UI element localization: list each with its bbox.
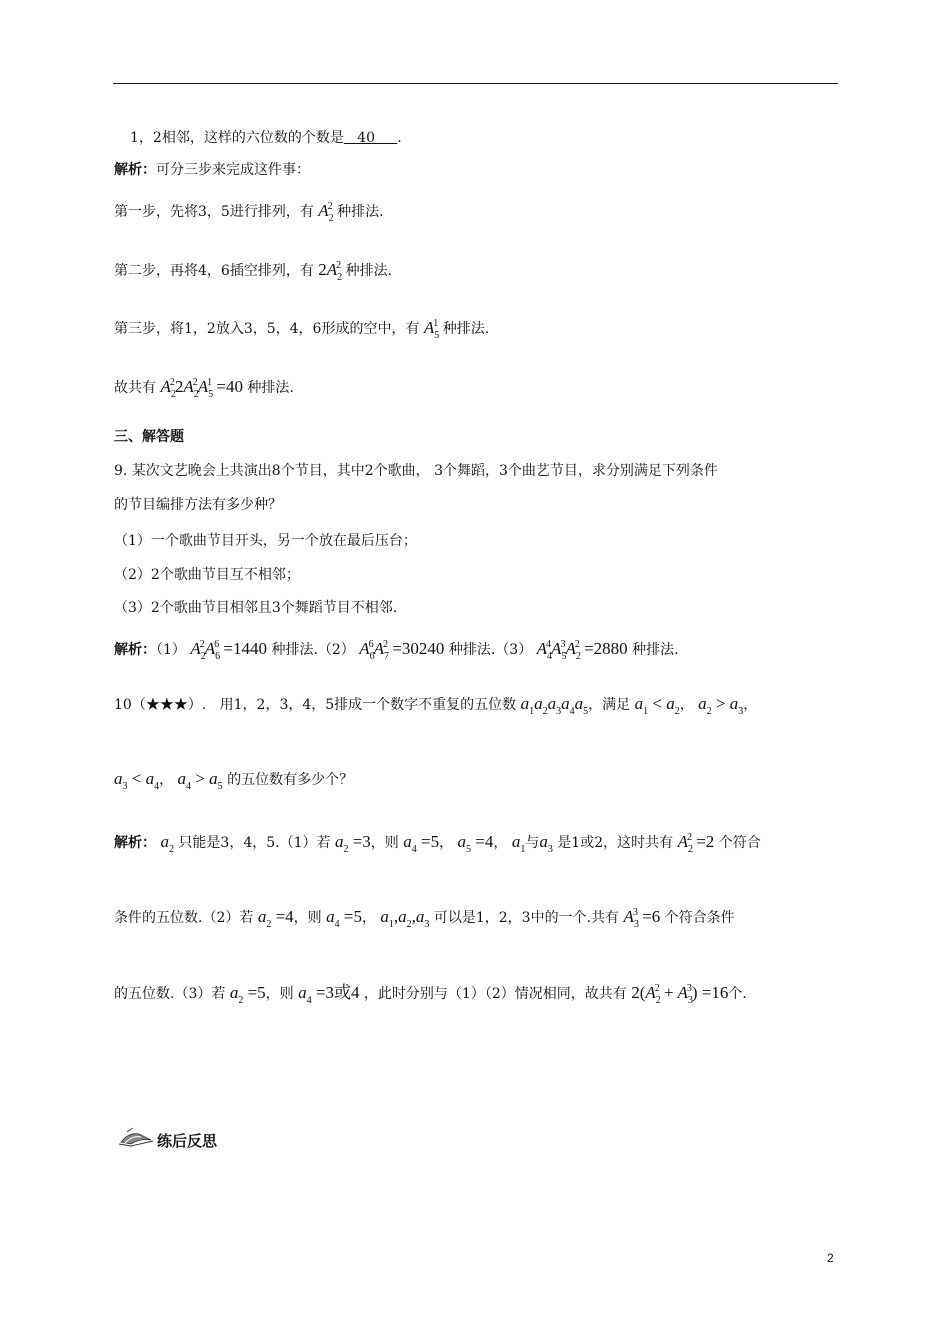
q9-analysis: 解析：（1） $A_2^2A_6^6 =1440$ 种排法.（2） $A_6^6A_7^2 =30240$ 种排法.（3） $A_4^4A_5^3A_2^2 =2880$ 种排法. [114, 639, 679, 662]
formula-five-digit: $a_1a_2a_3a_4a_5$ [520, 694, 589, 717]
formula-cond-d: $a_4 > a_5$ [177, 769, 223, 792]
header-rule [113, 83, 838, 84]
formula-cond-a: $a_1 < a_2$ [634, 694, 680, 717]
q8-total: 故共有 $A_2^22A_2^2A_5^1 =40$ 种排法. [114, 377, 294, 400]
reflection-title: 练后反思 [157, 1132, 218, 1150]
q8-step1: 第一步，先将3，5进行排列，有 $A_2^2$ 种排法. [114, 201, 384, 224]
q10-analysis-3: 的五位数.（3）若 $a_2 =5$，则 $a_4 =3$或4 ，此时分别与（1）（2）情况相同，故共有 $2(A_2^2 + A_3^3) =16$个. [114, 983, 747, 1006]
q8-step3: 第三步，将1，2放入3，5，4，6形成的空中，有 $A_5^1$ 种排法. [114, 318, 490, 341]
q9-cond3: （3）2个歌曲节目相邻且3个舞蹈节目不相邻. [114, 600, 398, 616]
formula-a22: $A_2^2$ [318, 201, 334, 224]
q8-step2: 第二步，再将4，6插空排列，有 $2A_2^2$ 种排法. [114, 260, 393, 283]
formula-q9-3: $A_4^4A_5^3A_2^2 =2880$ [536, 639, 628, 662]
q9-cond2: （2）2个歌曲节目互不相邻； [114, 567, 300, 583]
q8-line1: 1，2相邻，这样的六位数的个数是 40 . [130, 130, 402, 146]
formula-2a22: $2A_2^2$ [318, 260, 343, 283]
formula-total: $A_2^22A_2^2A_5^1 =40$ [160, 377, 243, 400]
q8-analysis: 解析：可分三步来完成这件事： [114, 162, 310, 178]
answer-blank: 40 [343, 130, 398, 146]
section-title: 三、解答题 [114, 429, 184, 445]
q10-stem2: $a_3 < a_4$， $a_4 > a_5$ 的五位数有多少个？ [114, 769, 354, 792]
reflection-book-icon [117, 1126, 155, 1148]
formula-cond-c: $a_3 < a_4$ [114, 769, 160, 792]
q9-stem1: 9. 某次文艺晚会上共演出8个节目，其中2个歌曲， 3个舞蹈，3个曲艺节目，求分别满足下列条件 [114, 463, 718, 479]
q9-stem2: 的节目编排方法有多少种？ [114, 497, 282, 513]
difficulty-stars: ★★★ [145, 697, 188, 713]
q10-stem1: 10（★★★）. 用1，2，3，4，5排成一个数字不重复的五位数 $a_1a_2a_3a_4a_5$，满足 $a_1 < a_2$， $a_2 > a_3$， [114, 694, 758, 717]
page-number: 2 [827, 1251, 834, 1265]
formula-q9-2: $A_6^6A_7^2 =30240$ [359, 639, 445, 662]
formula-a51: $A_5^1$ [423, 318, 440, 341]
formula-q9-1: $A_2^2A_6^6 =1440$ [190, 639, 267, 662]
q10-analysis-2: 条件的五位数.（2）若 $a_2 =4$，则 $a_4 =5$， $a_1,a_2,a_3$ 可以是1，2，3中的一个.共有 $A_3^3 =6$ 个符合条件 [114, 907, 735, 930]
q10-analysis-1: 解析： $a_2$ 只能是3，4，5.（1）若 $a_2 =3$，则 $a_4 =5$， $a_5 =4$， $a_1$与$a_3$ 是1或2，这时共有 $A_2^2 =2$ 个符合 [114, 832, 761, 855]
formula-cond-b: $a_2 > a_3$ [698, 694, 744, 717]
q9-cond1: （1）一个歌曲节目开头，另一个放在最后压台； [114, 533, 417, 549]
